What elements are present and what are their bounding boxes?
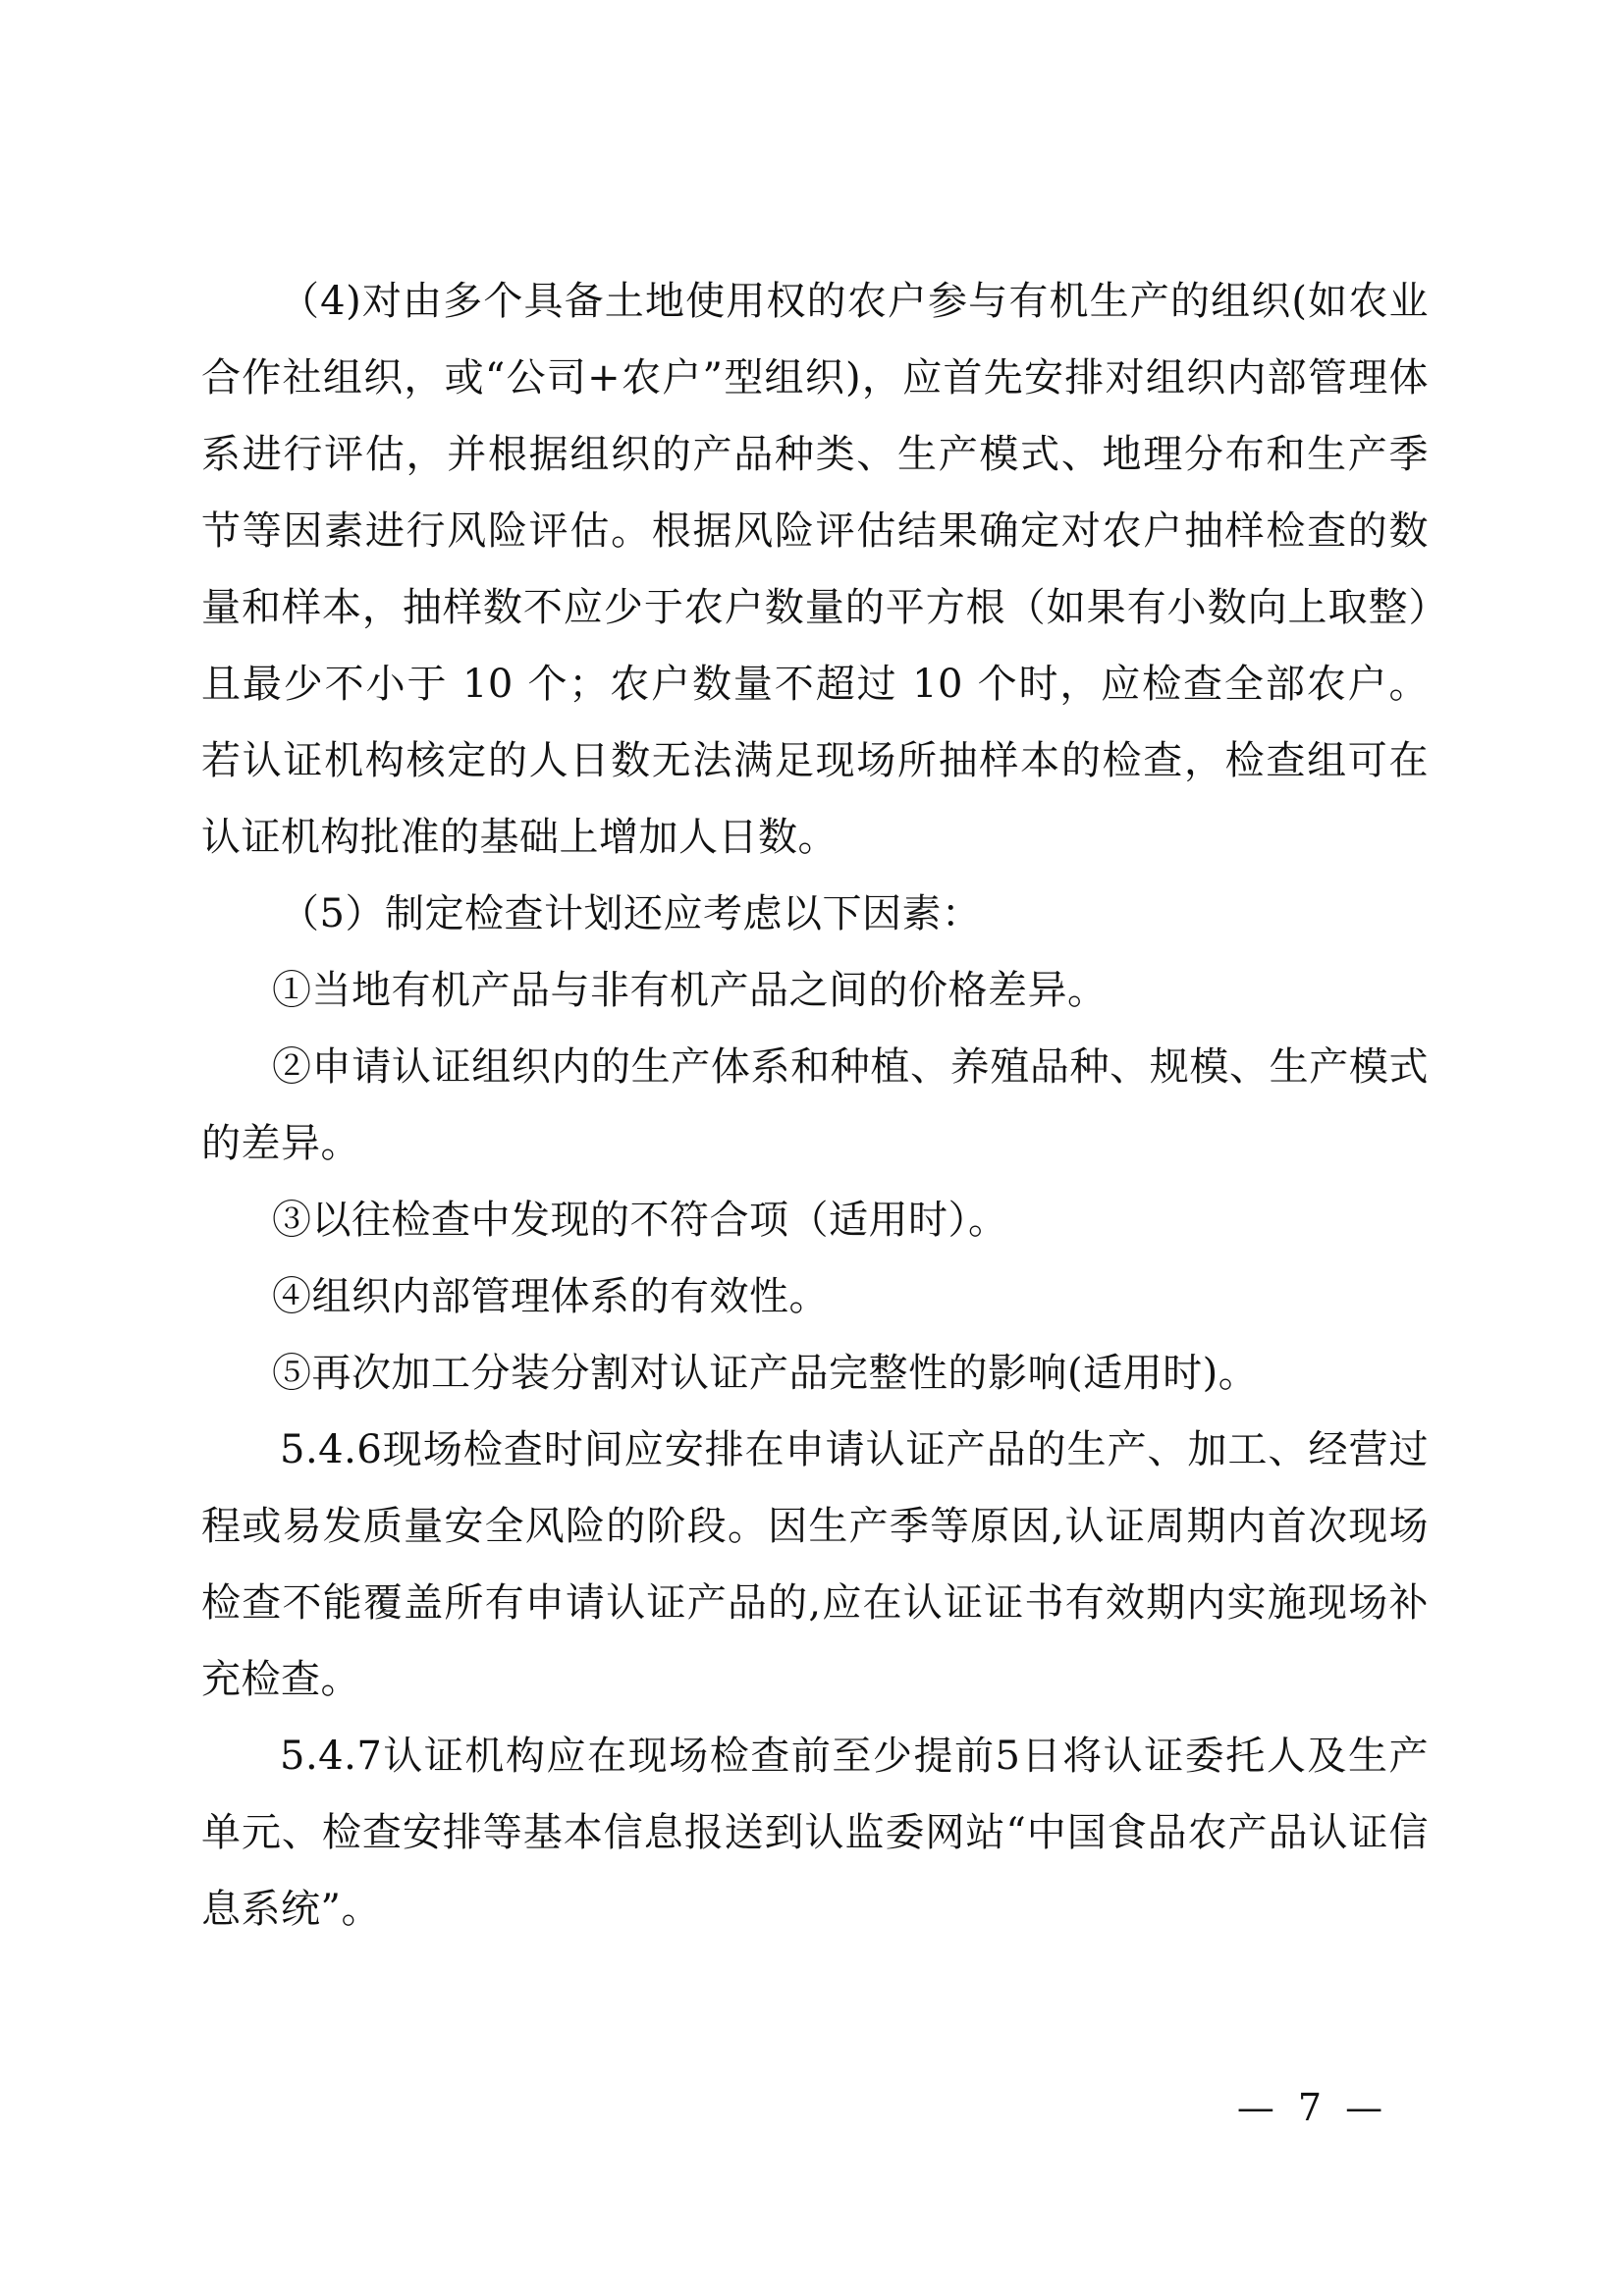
paragraph-item-5-1: ①当地有机产品与非有机产品之间的价格差异。 <box>272 968 1108 1013</box>
paragraph-item-4: （4)对由多个具备土地使用权的农户参与有机生产的组织(如农业合作社组织，或“公司+农户”型组织)，应首先安排对组织内部管理体系进行评估，并根据组织的产品种类、生产模式、地理分布和生产季节等因素进行风险评估。根据风险评估结果确定对农户抽样检查的数量和样本，抽样数不应少于农户数量的平方根（如果有小数向上取整）且最少不小于 10 个；农户数量不超过 10 个时，应检查全部农户。若认证机构核定的人日数无法满足现场所抽样本的检查，检查组可在认证机构批准的基础上增加人日数。 <box>201 279 1429 860</box>
paragraph-item-5-5: ⑤再次加工分装分割对认证产品完整性的影响(适用时)。 <box>272 1351 1259 1396</box>
paragraph-clause-5-4-6: 5.4.6现场检查时间应安排在申请认证产品的生产、加工、经营过程或易发质量安全风险的阶段。因生产季等原因,认证周期内首次现场检查不能覆盖所有申请认证产品的,应在认证证书有效期内实施现场补充检查。 <box>201 1427 1429 1702</box>
paragraph-item-5-2: ②申请认证组织内的生产体系和种植、养殖品种、规模、生产模式的差异。 <box>201 1044 1429 1166</box>
page-number: — 7 — <box>1236 2086 1389 2129</box>
paragraph-item-5-4: ④组织内部管理体系的有效性。 <box>272 1274 829 1319</box>
page-number-footer <box>0 2086 1624 2129</box>
paragraph-item-5: （5）制定检查计划还应考虑以下因素： <box>280 891 982 936</box>
page-content <box>201 263 1429 1948</box>
paragraph-item-5-3: ③以往检查中发现的不符合项（适用时）。 <box>272 1198 1008 1243</box>
paragraph-clause-5-4-7: 5.4.7认证机构应在现场检查前至少提前5日将认证委托人及生产单元、检查安排等基本信息报送到认监委网站“中国食品农产品认证信息系统”。 <box>201 1734 1429 1932</box>
